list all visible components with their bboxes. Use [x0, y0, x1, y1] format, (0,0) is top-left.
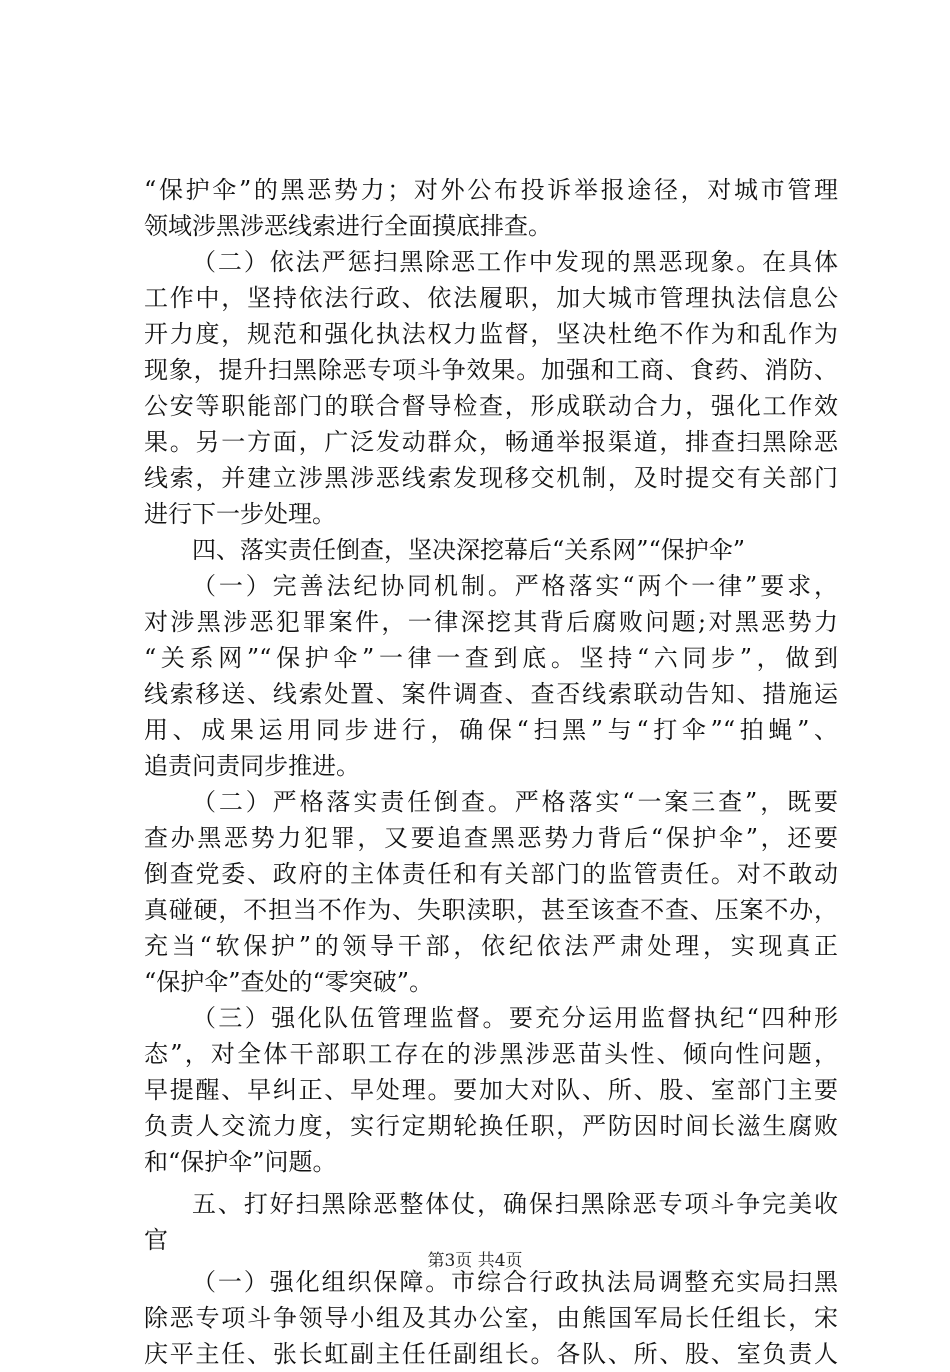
- text-line: 公安等职能部门的联合督导检查，形成联动合力，强化工作效: [144, 392, 838, 420]
- text-line: 追责问责同步推进。: [144, 752, 360, 780]
- text-line: 充当“软保护”的领导干部，依纪依法严肃处理，实现真正: [144, 932, 838, 960]
- text-line: 早提醒、早纠正、早处理。要加大对队、所、股、室部门主要: [144, 1076, 838, 1104]
- text-line: （一）完善法纪协同机制。严格落实“两个一律”要求，: [192, 572, 838, 600]
- text-line: 现象，提升扫黑除恶专项斗争效果。加强和工商、食药、消防、: [144, 356, 838, 384]
- text-line: 对涉黑涉恶犯罪案件，一律深挖其背后腐败问题;对黑恶势力: [144, 608, 838, 636]
- text-line: 态”，对全体干部职工存在的涉黑涉恶苗头性、倾向性问题，: [144, 1040, 838, 1068]
- text-line: 查办黑恶势力犯罪，又要追查黑恶势力背后“保护伞”，还要: [144, 824, 838, 852]
- body-text: [144, 172, 838, 1372]
- text-line: （二）依法严惩扫黑除恶工作中发现的黑恶现象。在具体: [192, 248, 838, 276]
- page-footer: 第3页 共4页: [427, 1251, 523, 1271]
- text-line: （一）强化组织保障。市综合行政执法局调整充实局扫黑: [192, 1268, 838, 1296]
- text-line: 领域涉黑涉恶线索进行全面摸底排查。: [144, 212, 552, 240]
- text-line: 除恶专项斗争领导小组及其办公室，由熊国军局长任组长，宋: [144, 1304, 838, 1332]
- text-line: 倒查党委、政府的主体责任和有关部门的监管责任。对不敢动: [144, 860, 838, 888]
- text-line: 果。另一方面，广泛发动群众，畅通举报渠道，排查扫黑除恶: [144, 428, 838, 456]
- text-line: 和“保护伞”问题。: [144, 1148, 337, 1176]
- text-line: （三）强化队伍管理监督。要充分运用监督执纪“四种形: [192, 1004, 838, 1032]
- text-line: “保护伞”的黑恶势力；对外公布投诉举报途径，对城市管理: [144, 176, 838, 204]
- text-line: 工作中，坚持依法行政、依法履职，加大城市管理执法信息公: [144, 284, 838, 312]
- text-line: （二）严格落实责任倒查。严格落实“一案三查”，既要: [192, 788, 838, 816]
- section-heading: 四、落实责任倒查，坚决深挖幕后“关系网”“保护伞”: [192, 536, 746, 564]
- text-line: 开力度，规范和强化执法权力监督，坚决杜绝不作为和乱作为: [144, 320, 838, 348]
- text-line: 进行下一步处理。: [144, 500, 336, 528]
- text-line: 线索移送、线索处置、案件调查、查否线索联动告知、措施运: [144, 680, 838, 708]
- text-line: 庆平主任、张长虹副主任任副组长。各队、所、股、室负责人: [144, 1340, 838, 1368]
- text-line: 真碰硬，不担当不作为、失职渎职，甚至该查不查、压案不办，: [144, 896, 838, 924]
- section-heading: 五、打好扫黑除恶整体仗，确保扫黑除恶专项斗争完美收: [192, 1190, 838, 1218]
- text-line: “关系网”“保护伞”一律一查到底。坚持“六同步”，做到: [144, 644, 838, 672]
- text-line: 用、成果运用同步进行，确保“扫黑”与“打伞”“拍蝇”、: [144, 716, 838, 744]
- text-line: 线索，并建立涉黑涉恶线索发现移交机制，及时提交有关部门: [144, 464, 838, 492]
- text-line: 负责人交流力度，实行定期轮换任职，严防因时间长滋生腐败: [144, 1112, 838, 1140]
- text-line: “保护伞”查处的“零突破”。: [144, 968, 434, 996]
- section-heading-continued: 官: [144, 1226, 168, 1254]
